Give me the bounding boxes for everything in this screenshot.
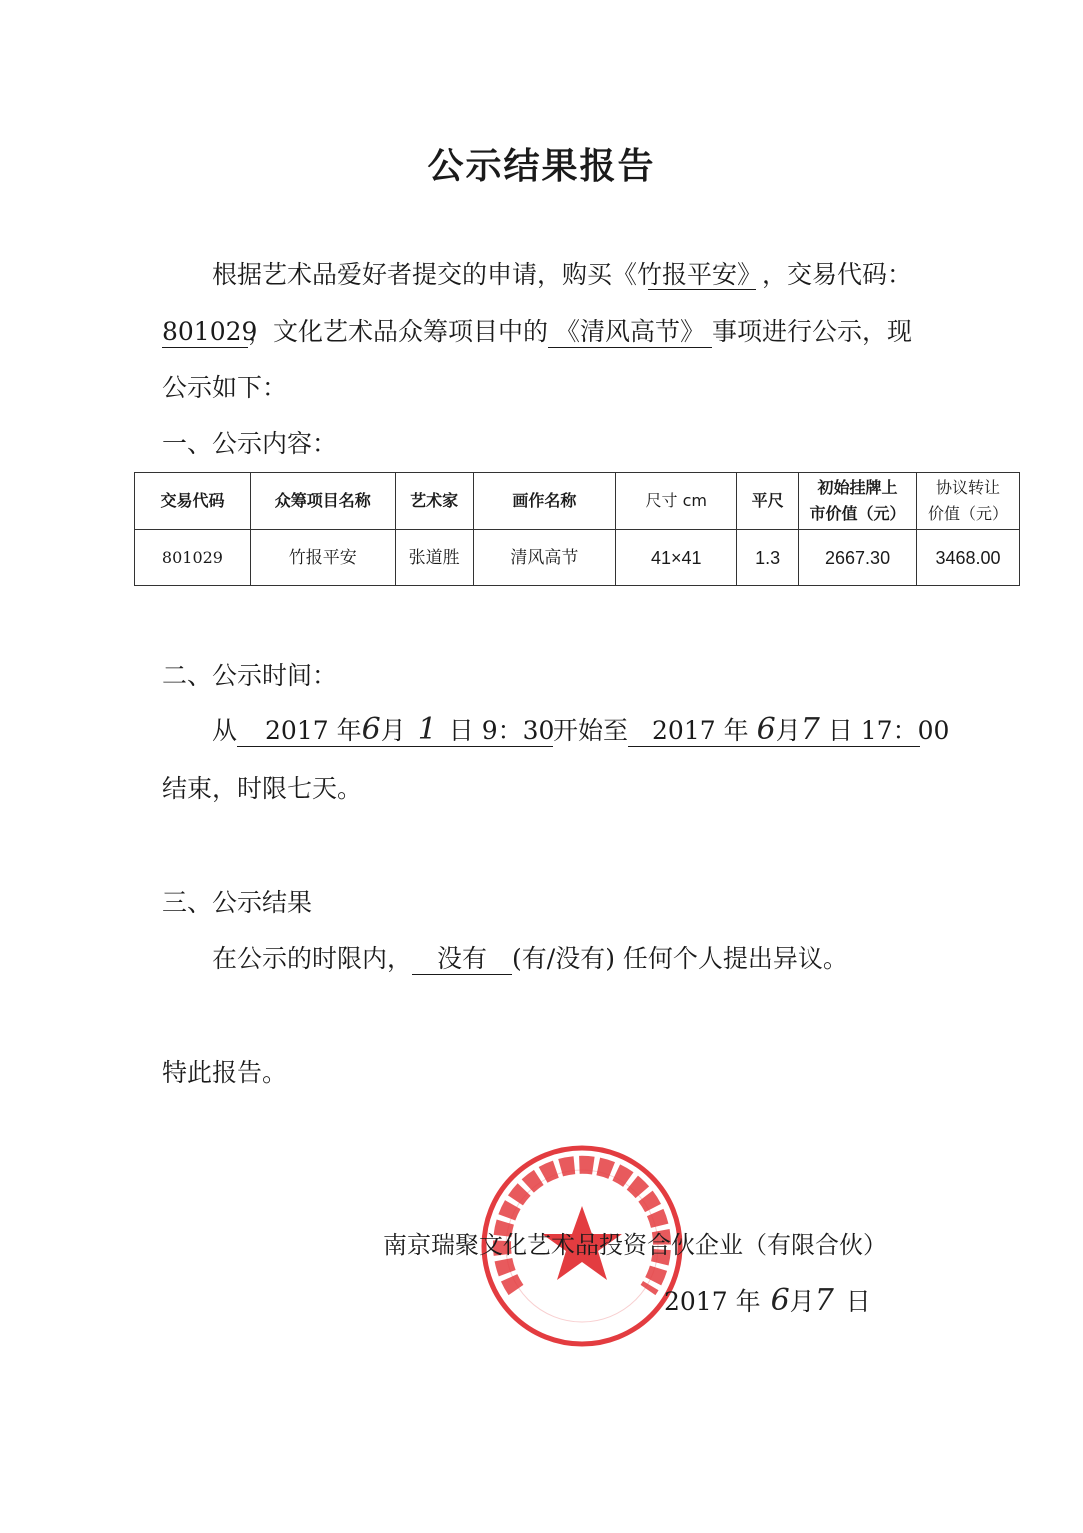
intro-text: 事项进行公示，现 (712, 317, 913, 346)
book-title-underline (648, 289, 756, 290)
start-time-field (237, 712, 555, 747)
page-title: 公示结果报告 (427, 146, 656, 187)
day-char: 日 (845, 1287, 871, 1316)
cell-ping-chi: 1.3 (737, 530, 799, 586)
header-initial-value: 初始挂牌上 市价值（元） (799, 473, 917, 530)
section-1-heading: 一、公示内容： (162, 429, 338, 458)
section-3-heading: 三、公示结果 (162, 888, 313, 917)
company-name: 南京瑞聚文化艺术品投资合伙企业（有限合伙） (383, 1231, 887, 1259)
table-header-row (135, 473, 1020, 530)
cell-initial-value: 2667.30 (799, 530, 917, 586)
intro-text: ，文化艺术品众筹项目中的 (248, 317, 549, 346)
time-line (212, 712, 950, 748)
header-painting-name: 画作名称 (473, 473, 616, 530)
intro-line-1 (212, 258, 912, 292)
end-time-field (628, 712, 950, 747)
header-project-name: 众筹项目名称 (250, 473, 395, 530)
start-day-handwritten: 1 (417, 712, 437, 747)
trade-code-value: 801029 (162, 317, 258, 346)
end-month-handwritten: 6 (756, 712, 776, 747)
signature-date (664, 1284, 871, 1319)
painting-title: 《清风高节》 (548, 317, 712, 348)
start-year: 2017 年 (265, 716, 362, 745)
intro-line-2 (162, 315, 912, 349)
signature-year: 2017 年 (664, 1287, 761, 1316)
month-char: 月 (775, 716, 801, 745)
intro-text: 根据艺术品爱好者提交的申请，购买 (212, 260, 613, 289)
from-label: 从 (212, 716, 238, 745)
signature-day-handwritten: 7 (814, 1283, 834, 1318)
result-suffix: (有/没有) 任何个人提出异议。 (512, 944, 848, 973)
mid-label: 开始至 (553, 716, 629, 745)
month-char: 月 (789, 1287, 815, 1316)
header-transfer-value: 协议转让 价值（元） (917, 473, 1020, 530)
result-line (212, 942, 848, 976)
signature-month-handwritten: 6 (770, 1283, 790, 1318)
month-char: 月 (380, 716, 406, 745)
cell-project-name: 竹报平安 (250, 530, 395, 586)
header-size: 尺寸 cm (616, 473, 737, 530)
section-2-heading: 二、公示时间： (162, 661, 338, 690)
cell-transfer-value: 3468.00 (917, 530, 1020, 586)
result-answer: 没有 (412, 944, 512, 975)
cell-artist: 张道胜 (395, 530, 473, 586)
closing-text: 特此报告。 (162, 1058, 288, 1087)
header-trade-code: 交易代码 (135, 473, 251, 530)
intro-line-3: 公示如下： (162, 373, 288, 402)
header-artist: 艺术家 (395, 473, 473, 530)
cell-painting-name: 清风高节 (473, 530, 616, 586)
cell-trade-code: 801029 (135, 530, 251, 586)
header-ping-chi: 平尺 (737, 473, 799, 530)
book-title: 《竹报平安》 (612, 260, 763, 289)
start-time: 日 9：30 (448, 716, 555, 745)
end-day-handwritten: 7 (800, 712, 820, 747)
time-closing: 结束，时限七天。 (162, 774, 363, 803)
cell-size: 41×41 (616, 530, 737, 586)
result-prefix: 在公示的时限内， (212, 944, 413, 973)
start-month-handwritten: 6 (361, 712, 381, 747)
end-year: 2017 年 (652, 716, 749, 745)
intro-text: ，交易代码： (762, 260, 913, 289)
table-row (135, 530, 1020, 586)
end-time: 日 17：00 (827, 716, 950, 745)
publicity-table (134, 472, 1020, 586)
